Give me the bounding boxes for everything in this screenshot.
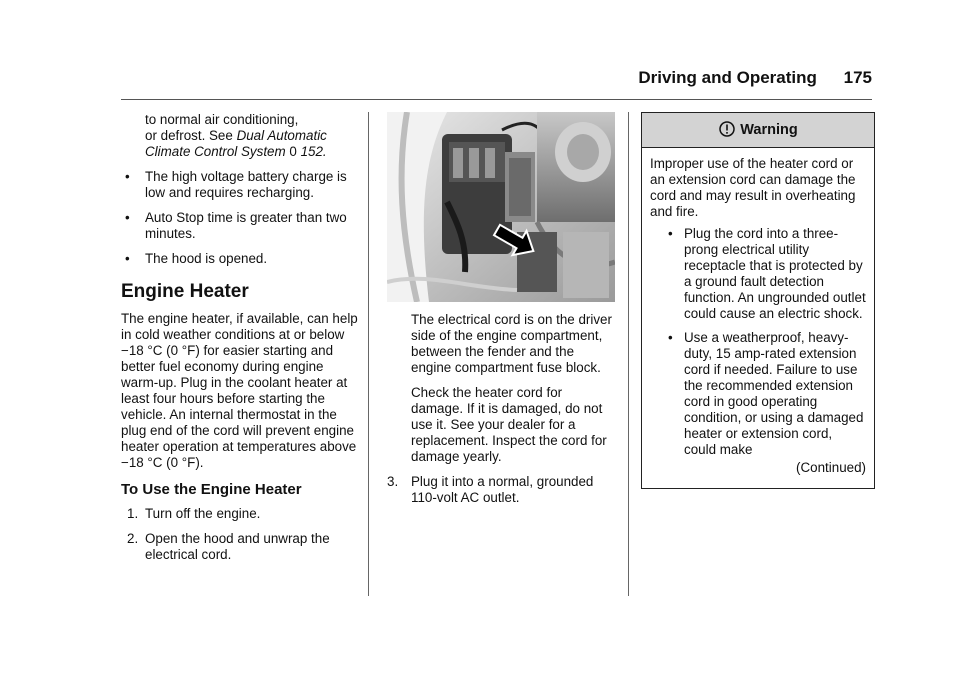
column-divider	[368, 112, 369, 596]
cross-reference[interactable]: Dual Automatic	[236, 128, 327, 143]
warning-icon	[718, 121, 736, 137]
page-ref[interactable]: 152.	[300, 144, 327, 159]
chapter-title: Driving and Operating	[638, 68, 817, 87]
column-middle	[387, 112, 615, 515]
list-item-text: Use a weatherproof, heavy-duty, 15 amp-rated extension cord if needed. Failure to use the recommended extension cord in good operating condition, or using a damaged heater or extension cord, could make	[684, 330, 864, 457]
column-left	[121, 112, 359, 572]
subsection-title: To Use the Engine Heater	[121, 481, 302, 498]
warning-body	[642, 148, 874, 488]
step-number: 3.	[387, 474, 399, 489]
engine-photo-illustration	[387, 112, 615, 302]
step-text: Plug it into a normal, grounded 110-volt AC outlet.	[411, 474, 594, 505]
continued-label: (Continued)	[796, 460, 866, 475]
warning-box	[641, 112, 875, 489]
cord-check-paragraph: Check the heater cord for damage. If it is damaged, do not use it. See your dealer for a replacement. Inspect the cord for damage yearly.	[411, 385, 607, 464]
warning-title: Warning	[740, 122, 798, 138]
list-item	[121, 169, 359, 201]
bullet-icon: •	[668, 226, 673, 241]
cord-location-paragraph: The electrical cord is on the driver side of the engine compartment, between the fender and the engine compartment fuse block.	[411, 312, 612, 375]
column-right	[641, 112, 875, 489]
header-rule	[121, 99, 872, 100]
step-number: 2.	[127, 531, 139, 546]
engine-compartment-photo	[387, 112, 615, 302]
continued-line: to normal air conditioning,	[145, 112, 299, 127]
warning-intro: Improper use of the heater cord or an extension cord can damage the cord and may result in overheating and fire.	[650, 156, 856, 219]
continued-text	[121, 112, 359, 160]
page-number: 175	[843, 68, 872, 87]
step-item	[121, 506, 359, 522]
bullet-icon: •	[125, 251, 130, 266]
list-item	[121, 210, 359, 242]
cross-reference[interactable]: Climate Control System	[145, 144, 286, 159]
list-item-text: The high voltage battery charge is low and requires recharging.	[145, 169, 347, 200]
list-item	[650, 330, 866, 458]
step-text: Open the hood and unwrap the electrical cord.	[145, 531, 330, 562]
bullet-icon: •	[125, 169, 130, 184]
bullet-icon: •	[668, 330, 673, 345]
intro-paragraph: The engine heater, if available, can help in cold weather conditions at or below −18 °C (0 °F) for easier starting and better fuel economy during engine warm-up. Plug in the coolant heater at least four hours before starting the vehicle. An internal thermostat in the plug end of the cord will prevent engine heater operation at temperatures above −18 °C (0 °F).	[121, 311, 358, 470]
step-text: Turn off the engine.	[145, 506, 261, 521]
bullet-icon: •	[125, 210, 130, 225]
page-ref-icon: 0	[289, 144, 297, 159]
list-item	[121, 251, 359, 267]
step-item	[387, 474, 615, 506]
list-item-text: Plug the cord into a three-prong electrical utility receptacle that is protected by a ground fault detection function. An ungrounded outlet could cause an electric shock.	[684, 226, 866, 321]
step-number: 1.	[127, 506, 139, 521]
warning-header	[642, 113, 874, 148]
page-header	[0, 68, 872, 98]
list-item-text: The hood is opened.	[145, 251, 268, 266]
section-title: Engine Heater	[121, 281, 249, 302]
list-item	[650, 226, 866, 322]
continued-line: or defrost. See	[145, 128, 237, 143]
column-divider	[628, 112, 629, 596]
step-item	[121, 531, 359, 563]
list-item-text: Auto Stop time is greater than two minutes.	[145, 210, 347, 241]
